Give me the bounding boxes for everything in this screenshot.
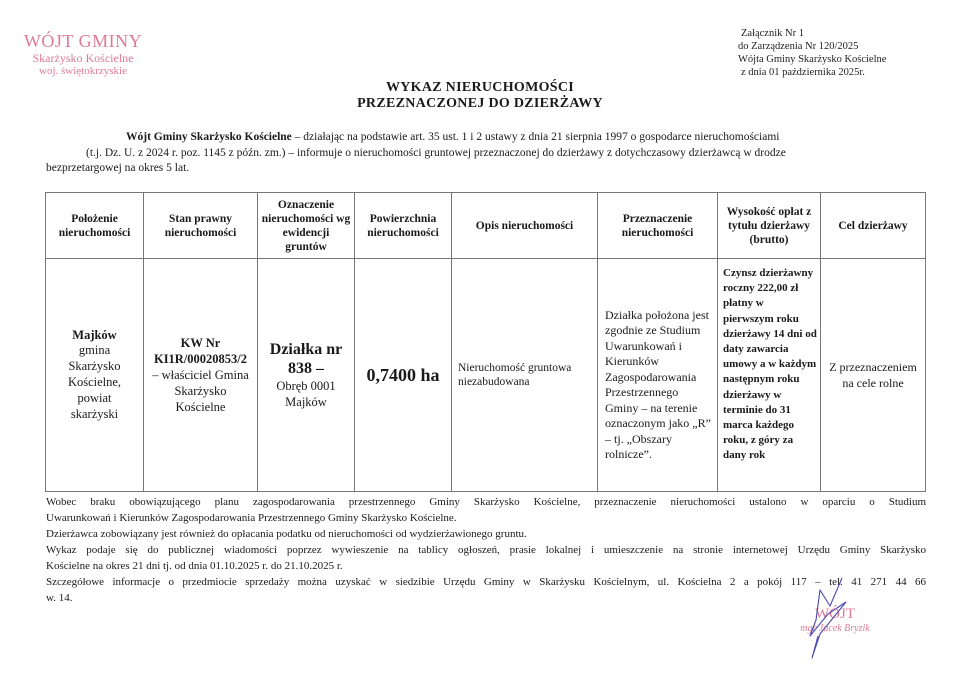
document-title: [0, 80, 960, 112]
intro-line-1: – działając na podstawie art. 35 ust. 1 i 2 ustawy z dnia 21 sierpnia 1997 o gospodarce nieruchomościami: [291, 131, 780, 143]
note-1-line-2: Uwarunkowań i Kierunków Zagospodarowania Przestrzennego Gminy Skarżysko Kościelne.: [46, 512, 457, 524]
description-text: Nieruchomość gruntowa niezabudowana: [458, 362, 572, 388]
lease-goal-text: Z przeznaczeniem na cele rolne: [829, 360, 917, 390]
note-3-line-2: Kościelne na okres 21 dni tj. od dnia 01.10.2025 r. do 21.10.2025 r.: [46, 560, 343, 572]
cell-legal-status: [144, 259, 258, 492]
note-2: Dzierżawca zobowiązany jest również do opłacania podatku od nieruchomości od wydzierżawionego gruntu.: [46, 528, 527, 540]
header-fee: Wysokość opłat z tytułu dzierżawy (brutto): [718, 193, 821, 259]
header-area: Powierzchnia nieruchomości: [355, 193, 452, 259]
annex-line-1: Załącznik Nr 1: [741, 28, 804, 39]
location-village: Majków: [72, 328, 117, 342]
header-description: Opis nieruchomości: [452, 193, 598, 259]
header-legal-status: Stan prawny nieruchomości: [144, 193, 258, 259]
note-3-line-1: Wykaz podaje się do publicznej wiadomości poprzez wywieszenie na tablicy ogłoszeń, prasie lokalnej i umieszczenie na stronie internetowej Urzędu Gminy Skarżysko: [46, 544, 926, 556]
cell-plot: [258, 259, 355, 492]
header-land-register-designation: Oznaczenie nieruchomości wg ewidencji gruntów: [258, 193, 355, 259]
annex-line-2: do Zarządzenia Nr 120/2025: [738, 41, 859, 52]
stamp-line-1: WÓJT GMINY: [23, 31, 143, 51]
cell-lease-goal: [821, 259, 926, 492]
signature-name: mgr Jacek Bryzik: [800, 623, 870, 634]
signature-stroke: [810, 578, 846, 658]
cell-purpose: [598, 259, 718, 492]
header-purpose: Przeznaczenie nieruchomości: [598, 193, 718, 259]
cell-area: [355, 259, 452, 492]
mayor-stamp-logo: [8, 32, 158, 77]
title-line-1: WYKAZ NIERUCHOMOŚCI: [385, 80, 575, 95]
cell-description: [452, 259, 598, 492]
table-header-row: [46, 193, 926, 259]
area-value: 0,7400 ha: [366, 365, 440, 385]
fee-text: Czynsz dzierżawny roczny 222,00 zł płatny w pierwszym roku dzierżawy 14 dni od daty zawarcia umowy a w każdym następnym roku dzierżawy w terminie do 31 marca każdego roku, z góry za dany rok: [723, 267, 817, 462]
location-details: gmina Skarżysko Kościelne, powiat skarżyski: [67, 343, 122, 421]
owner: – właściciel Gmina Skarżysko Kościelne: [152, 368, 249, 414]
handwritten-signature-icon: [790, 576, 860, 666]
header-location: Położenie nieruchomości: [46, 193, 144, 259]
title-line-2: PRZEZNACZONEJ DO DZIERŻAWY: [357, 96, 603, 111]
purpose-text: Działka położona jest zgodnie ze Studium Uwarunkowań i Kierunków Zagospodarowania Przestrzennego Gminy – na terenie oznaczonym jako „R” – tj. „Obszary rolnicze”.: [605, 307, 711, 461]
land-register-number: KW Nr KI1R/00020853/2: [153, 336, 248, 366]
intro-paragraph: [46, 130, 926, 177]
annex-reference: [738, 27, 886, 79]
intro-line-2: (t.j. Dz. U. z 2024 r. poz. 1145 z późn. zm.) – informuje o nieruchomości gruntowej przeznaczonej do dzierżawy z dotychczasowy dzierżawcą w drodze: [86, 146, 786, 159]
plot-number: Działka nr 838 –: [269, 341, 343, 377]
note-4-line-1: Szczegółowe informacje o przedmiocie sprzedaży można uzyskać w siedzibie Urzędu Gminy w Skarżysku Kościelnym, ul. Kościelna 2 a pokój 117 – tel. 41 271 44 66: [46, 576, 926, 588]
note-1-line-1: Wobec braku obowiązującego planu zagospodarowania przestrzennego Gminy Skarżysko Kościelne, przeznaczenie nieruchomości ustalono w oparciu o Studium: [46, 496, 926, 508]
intro-bold: Wójt Gminy Skarżysko Kościelne: [126, 131, 292, 143]
signature-title: WÓJT: [815, 606, 855, 622]
intro-line-3: bezprzetargowej na okres 5 lat.: [46, 162, 190, 174]
annex-line-4: z dnia 01 października 2025r.: [741, 67, 865, 78]
plot-precinct: Obręb 0001 Majków: [276, 379, 336, 409]
header-lease-goal: Cel dzierżawy: [821, 193, 926, 259]
cell-location: [46, 259, 144, 492]
table-row: [46, 259, 926, 492]
stamp-line-2: Skarżysko Kościelne: [32, 50, 134, 65]
cell-fee: [718, 259, 821, 492]
note-4-line-2: w. 14.: [46, 592, 73, 604]
annex-line-3: Wójta Gminy Skarżysko Kościelne: [738, 54, 887, 65]
stamp-line-3: woj. świętokrzyskie: [39, 64, 127, 77]
property-table: [45, 192, 926, 492]
